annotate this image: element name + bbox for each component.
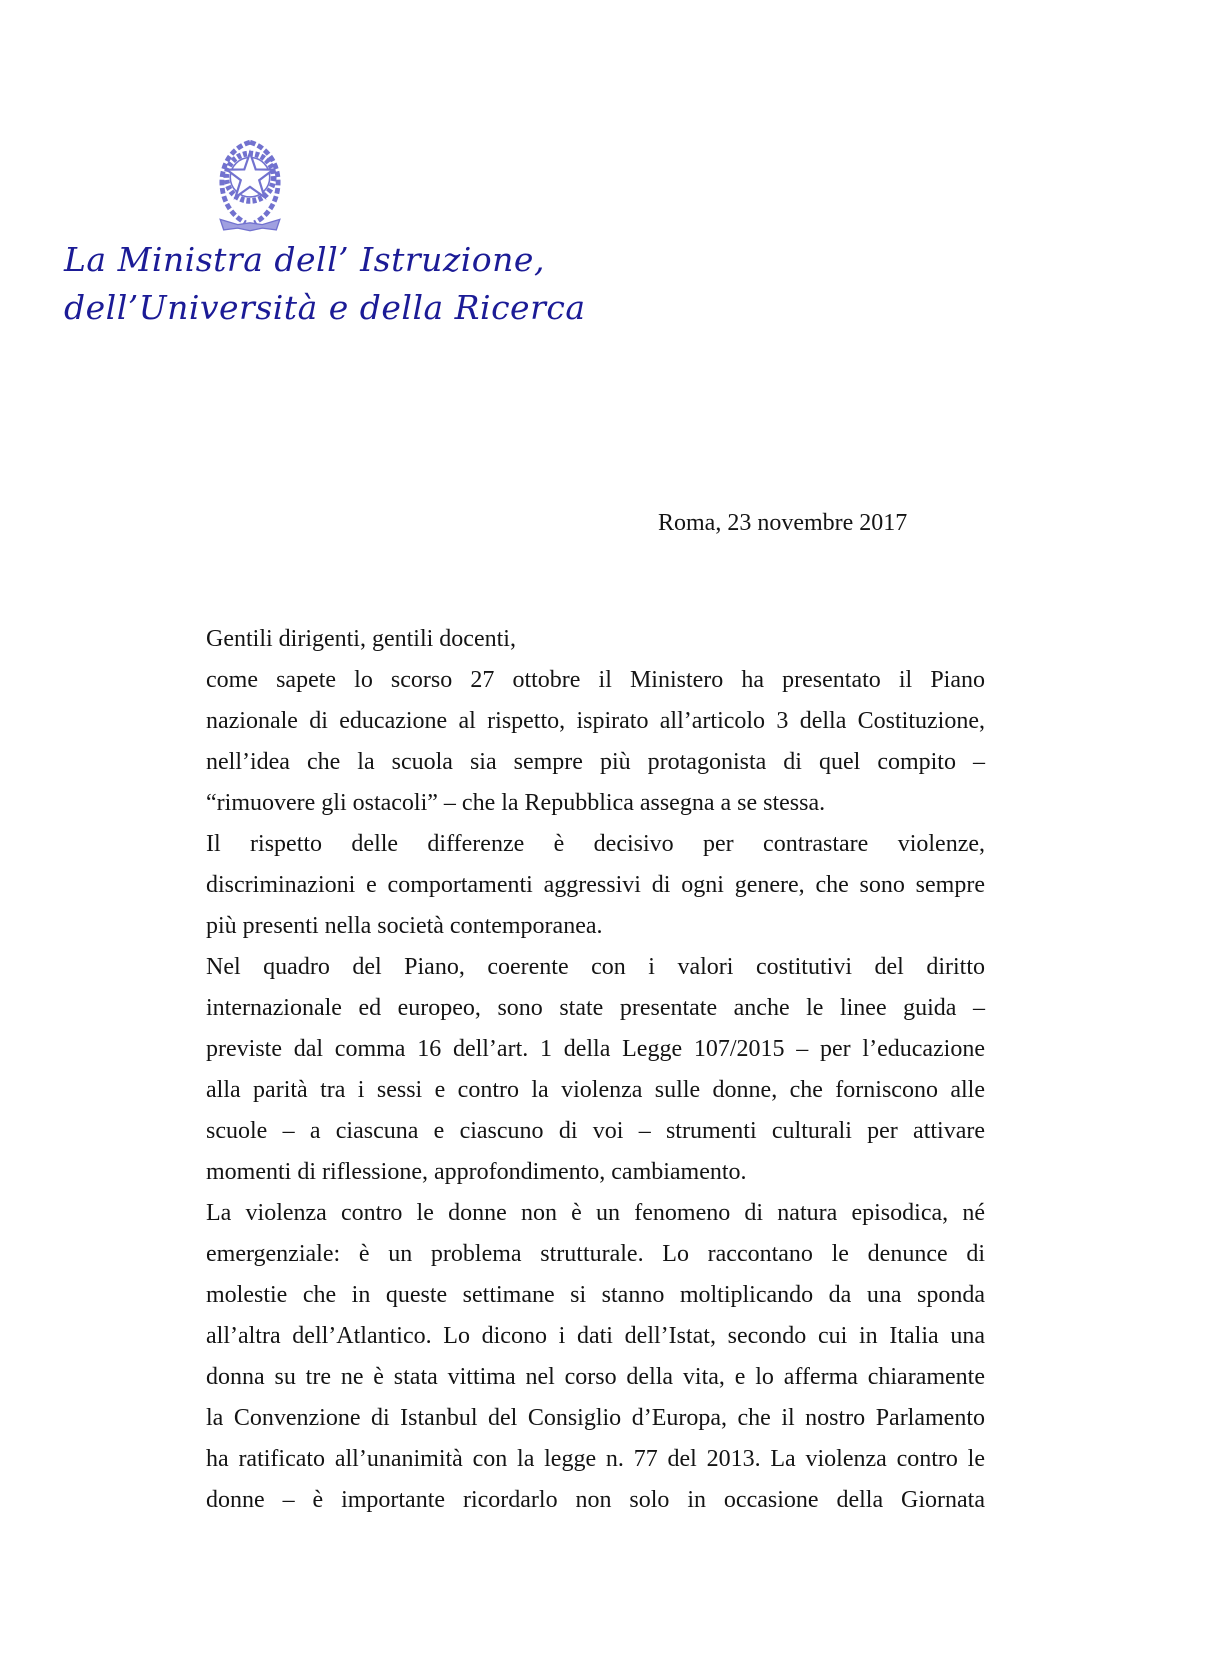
date-line: Roma, 23 novembre 2017 [658, 510, 908, 536]
letter-line: donne – è importante ricordarlo non solo in occasione della Giornata [206, 1487, 985, 1513]
letter-line: nazionale di educazione al rispetto, ispirato all’articolo 3 della Costituzione, [206, 708, 985, 734]
letter-line: all’altra dell’Atlantico. Lo dicono i dati dell’Istat, secondo cui in Italia una [206, 1323, 985, 1349]
letter-line: internazionale ed europeo, sono state presentate anche le linee guida – [206, 995, 985, 1021]
letter-line: Nel quadro del Piano, coerente con i valori costitutivi del diritto [206, 954, 985, 980]
letterhead-title-line2: dell’Università e della Ricerca [64, 288, 586, 327]
letter-line: Gentili dirigenti, gentili docenti, [206, 626, 516, 652]
letter-line: la Convenzione di Istanbul del Consiglio d’Europa, che il nostro Parlamento [206, 1405, 985, 1431]
letter-line: molestie che in queste settimane si stanno moltiplicando da una sponda [206, 1282, 985, 1308]
letter-line: “rimuovere gli ostacoli” – che la Repubblica assegna a se stessa. [206, 790, 826, 816]
letter-line: donna su tre ne è stata vittima nel corso della vita, e lo afferma chiaramente [206, 1364, 985, 1390]
letter-line: Il rispetto delle differenze è decisivo per contrastare violenze, [206, 831, 985, 857]
letter-line: momenti di riflessione, approfondimento, cambiamento. [206, 1159, 747, 1185]
letter-line: come sapete lo scorso 27 ottobre il Ministero ha presentato il Piano [206, 667, 985, 693]
letter-line: La violenza contro le donne non è un fenomeno di natura episodica, né [206, 1200, 985, 1226]
letter-body [206, 619, 985, 1521]
letter-line: nell’idea che la scuola sia sempre più protagonista di quel compito – [206, 749, 985, 775]
italian-republic-emblem-icon [206, 136, 294, 236]
letterhead-title-line1: La Ministra dell’ Istruzione, [64, 240, 545, 279]
letter-line: alla parità tra i sessi e contro la violenza sulle donne, che forniscono alle [206, 1077, 985, 1103]
letter-line: più presenti nella società contemporanea. [206, 913, 603, 939]
letter-line: discriminazioni e comportamenti aggressivi di ogni genere, che sono sempre [206, 872, 985, 898]
letter-line: ha ratificato all’unanimità con la legge n. 77 del 2013. La violenza contro le [206, 1446, 985, 1472]
letter-line: scuole – a ciascuna e ciascuno di voi – strumenti culturali per attivare [206, 1118, 985, 1144]
letter-line: previste dal comma 16 dell’art. 1 della Legge 107/2015 – per l’educazione [206, 1036, 985, 1062]
letter-line: emergenziale: è un problema strutturale. Lo raccontano le denunce di [206, 1241, 985, 1267]
letterhead [64, 236, 586, 332]
